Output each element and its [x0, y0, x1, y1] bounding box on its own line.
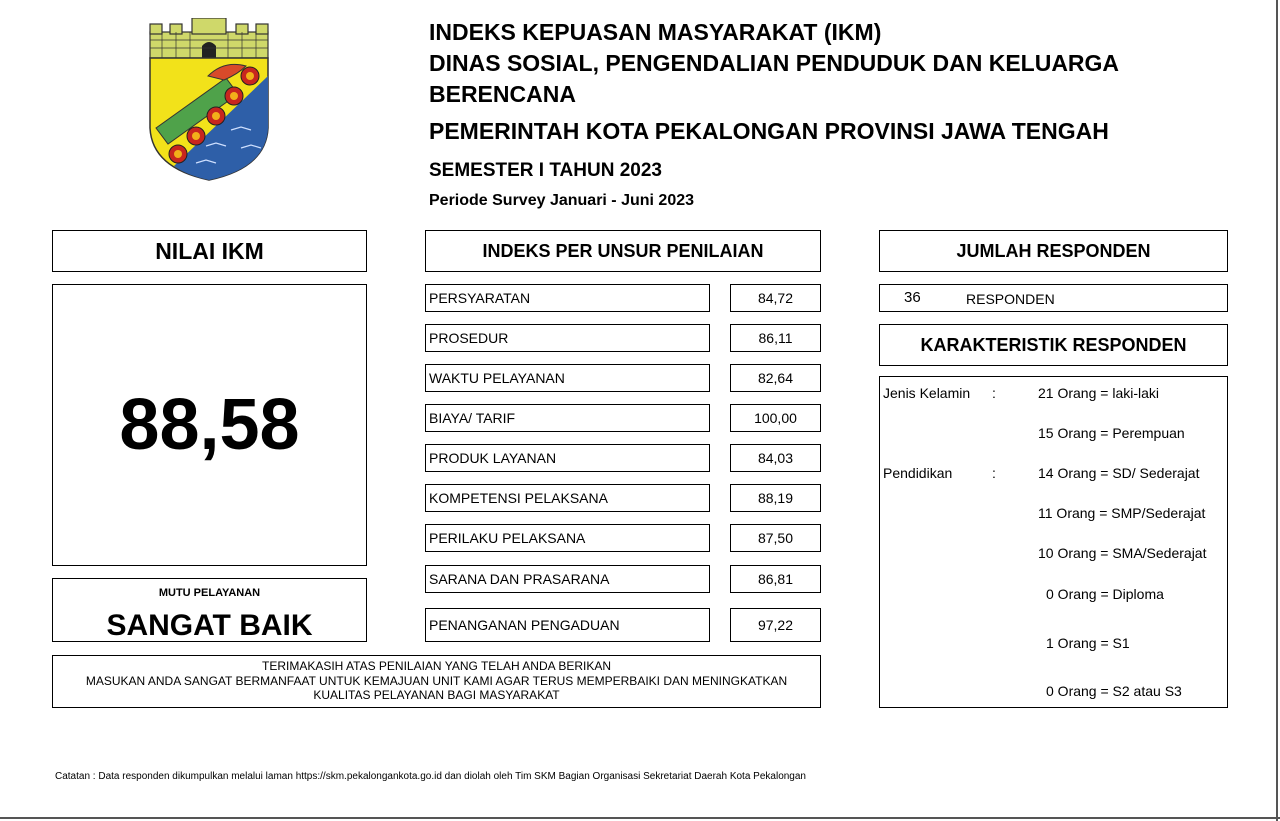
- ikm-value-box: [52, 284, 367, 566]
- elements-heading: INDEKS PER UNSUR PENILAIAN: [482, 240, 764, 261]
- gender-colon: :: [992, 385, 996, 401]
- element-label-perilaku-pelaksana: PERILAKU PELAKSANA: [425, 524, 710, 552]
- ikm-value: 88,58: [119, 385, 300, 465]
- education-label: Pendidikan: [883, 465, 953, 481]
- element-value-sarana-prasarana: 86,81: [730, 565, 821, 593]
- element-value-biaya-tarif: 100,00: [730, 404, 821, 432]
- element-value-persyaratan: 84,72: [730, 284, 821, 312]
- footer-note: Catatan : Data responden dikumpulkan melalui laman https://skm.pekalongankota.go.id dan diolah oleh Tim SKM Bagian Organisasi Sekretariat Daerah Kota Pekalongan: [55, 771, 806, 782]
- characteristic-row: 21 Orang = laki-laki: [1038, 385, 1160, 401]
- characteristics-box: [879, 376, 1228, 708]
- service-quality-box: [52, 578, 367, 642]
- element-label-penanganan-pengaduan: PENANGANAN PENGADUAN: [425, 608, 710, 642]
- thanks-line-2: MASUKAN ANDA SANGAT BERMANFAAT UNTUK KEMAJUAN UNIT KAMI AGAR TERUS MEMPERBAIKI DAN MENINGKATKAN: [85, 673, 788, 688]
- respondents-heading-box: [879, 230, 1228, 272]
- element-label-produk-layanan: PRODUK LAYANAN: [425, 444, 710, 472]
- survey-period: Periode Survey Januari - Juni 2023: [429, 192, 695, 209]
- page-edge-bottom: [0, 817, 1280, 819]
- element-label-kompetensi-pelaksana: KOMPETENSI PELAKSANA: [425, 484, 710, 512]
- agency-name-line1: DINAS SOSIAL, PENGENDALIAN PENDUDUK DAN KELUARGA: [429, 50, 1120, 76]
- thanks-line-3: KUALITAS PELAYANAN BAGI MASYARAKAT: [313, 688, 560, 702]
- element-value-perilaku-pelaksana: 87,50: [730, 524, 821, 552]
- ikm-heading-box: [52, 230, 367, 272]
- respondents-count: 36: [904, 289, 921, 306]
- element-value-prosedur: 86,11: [730, 324, 821, 352]
- education-colon: :: [992, 465, 996, 481]
- element-value-waktu-pelayanan: 82,64: [730, 364, 821, 392]
- service-quality-value: SANGAT BAIK: [106, 609, 313, 642]
- respondents-unit: RESPONDEN: [966, 291, 1055, 307]
- service-quality-label: MUTU PELAYANAN: [158, 587, 261, 599]
- characteristic-row: 1 Orang = S1: [1046, 635, 1130, 651]
- government-name: PEMERINTAH KOTA PEKALONGAN PROVINSI JAWA TENGAH: [429, 118, 1109, 144]
- characteristic-row: 15 Orang = Perempuan: [1038, 425, 1185, 441]
- characteristic-row: 0 Orang = Diploma: [1046, 586, 1164, 602]
- gender-label: Jenis Kelamin: [883, 385, 971, 401]
- respondents-heading: JUMLAH RESPONDEN: [956, 240, 1151, 261]
- characteristic-row: 10 Orang = SMA/Sederajat: [1038, 545, 1207, 561]
- element-value-produk-layanan: 84,03: [730, 444, 821, 472]
- characteristic-row: 0 Orang = S2 atau S3: [1046, 683, 1182, 699]
- characteristics-heading: KARAKTERISTIK RESPONDEN: [920, 334, 1187, 355]
- semester-label: SEMESTER I TAHUN 2023: [429, 160, 662, 181]
- thanks-message-box: [52, 655, 821, 708]
- respondents-count-box: [879, 284, 1228, 312]
- element-label-sarana-prasarana: SARANA DAN PRASARANA: [425, 565, 710, 593]
- element-label-prosedur: PROSEDUR: [425, 324, 710, 352]
- characteristic-row: 14 Orang = SD/ Sederajat: [1038, 465, 1200, 481]
- elements-heading-box: [425, 230, 821, 272]
- ikm-heading: NILAI IKM: [155, 237, 264, 264]
- element-label-biaya-tarif: BIAYA/ TARIF: [425, 404, 710, 432]
- element-label-persyaratan: PERSYARATAN: [425, 284, 710, 312]
- characteristics-heading-box: [879, 324, 1228, 366]
- page-title: INDEKS KEPUASAN MASYARAKAT (IKM): [429, 19, 882, 45]
- agency-name-line2: BERENCANA: [429, 81, 576, 107]
- city-emblem-logo: [146, 18, 272, 182]
- element-value-penanganan-pengaduan: 97,22: [730, 608, 821, 642]
- characteristic-row: 11 Orang = SMP/Sederajat: [1038, 505, 1206, 521]
- element-value-kompetensi-pelaksana: 88,19: [730, 484, 821, 512]
- element-label-waktu-pelayanan: WAKTU PELAYANAN: [425, 364, 710, 392]
- page-edge-right: [1276, 0, 1278, 821]
- thanks-line-1: TERIMAKASIH ATAS PENILAIAN YANG TELAH ANDA BERIKAN: [262, 659, 611, 673]
